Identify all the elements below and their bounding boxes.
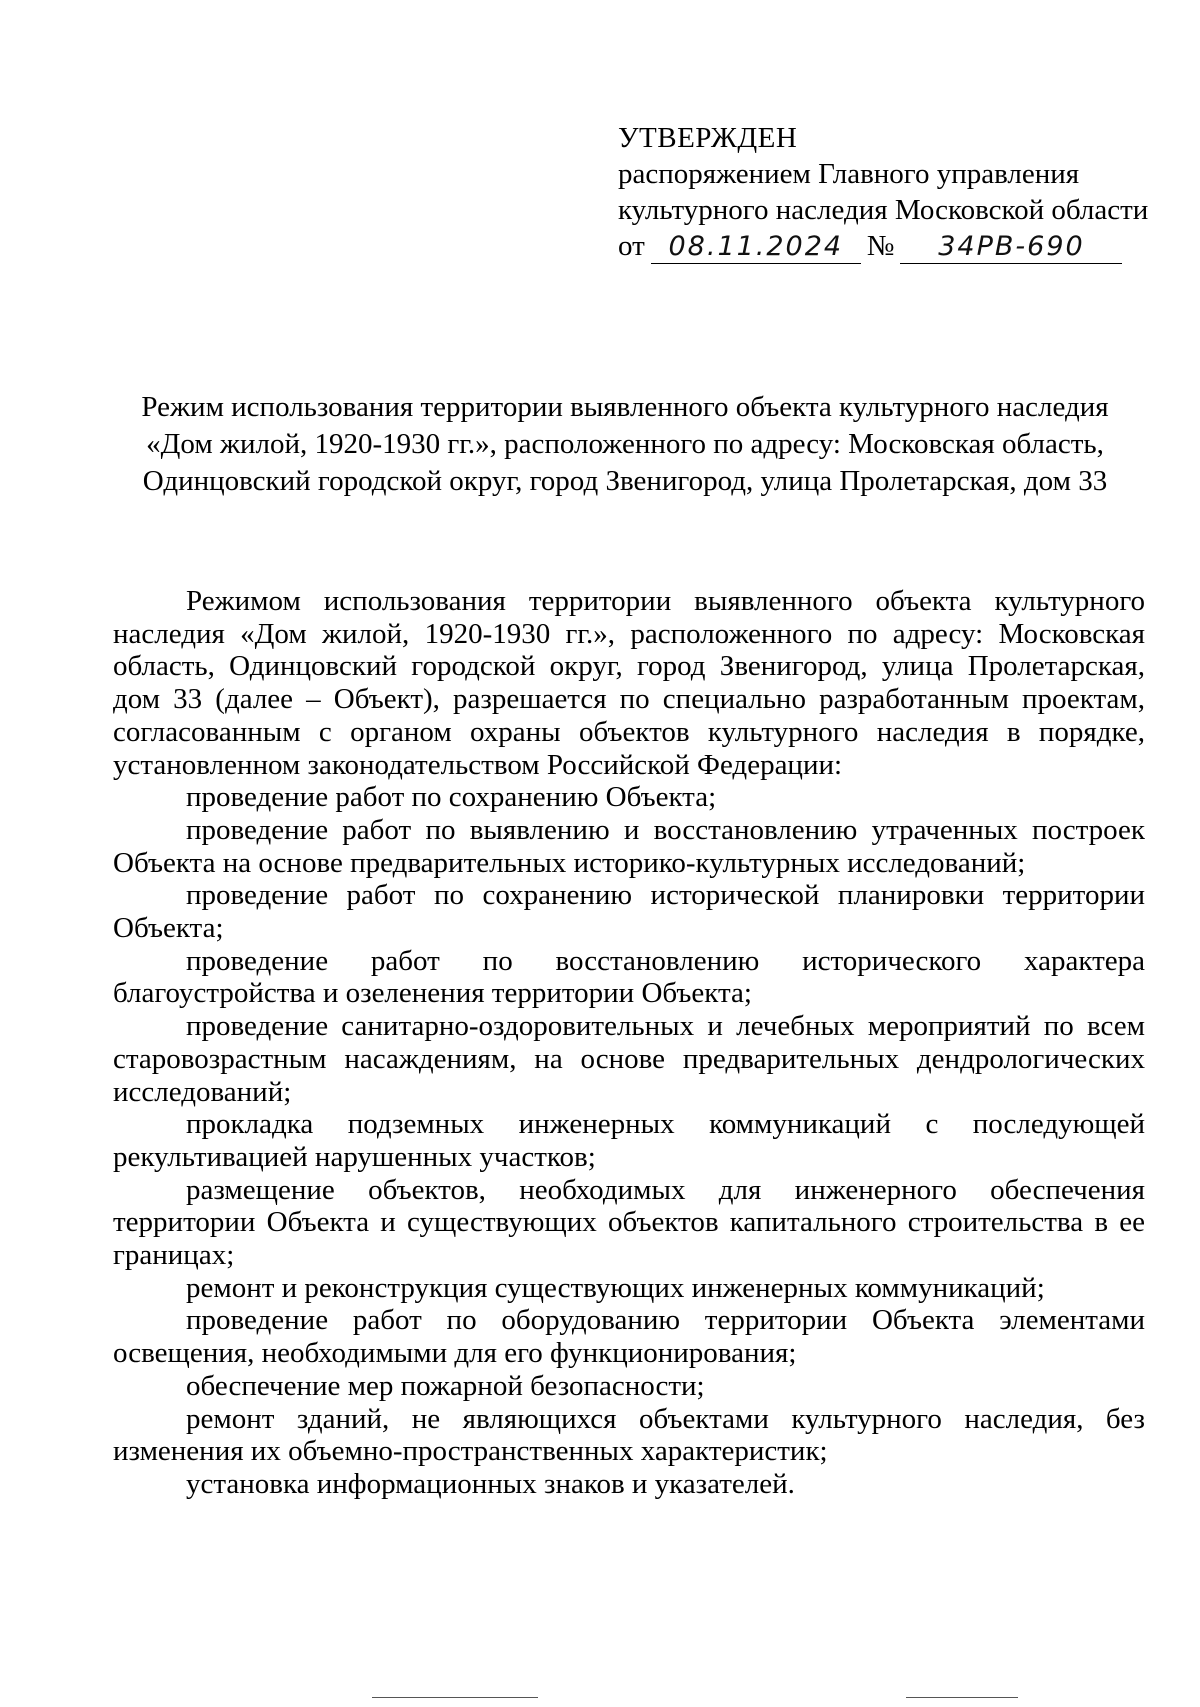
list-item: установка информационных знаков и указателей.	[186, 1467, 795, 1500]
title-line-1: Режим использования территории выявленного объекта культурного наследия	[141, 391, 1109, 423]
list-item: проведение работ по сохранению исторической планировки территории Объекта;	[113, 879, 1145, 945]
handwritten-date: 08.11.2024	[651, 233, 861, 264]
list-item: прокладка подземных инженерных коммуникаций с последующей рекультивацией нарушенных участков;	[113, 1108, 1145, 1173]
footer-divider-right	[906, 1697, 1018, 1698]
list-item: проведение работ по выявлению и восстановлению утраченных построек Объекта на основе предварительных историко-культурных исследований;	[113, 813, 1145, 879]
list-item: проведение работ по оборудованию территории Объекта элементами освещения, необходимыми для его функционирования;	[113, 1304, 1145, 1370]
from-label: от	[618, 230, 645, 262]
list-item: обеспечение мер пожарной безопасности;	[186, 1369, 705, 1402]
title-line-2: «Дом жилой, 1920-1930 гг.», расположенного по адресу: Московская область,	[146, 428, 1104, 460]
approval-date-number-row	[618, 228, 1138, 264]
document-title	[110, 389, 1140, 500]
list-item: проведение санитарно-оздоровительных и лечебных мероприятий по всем старовозрастным насаждениям, на основе предварительных дендрологических исследований;	[113, 1010, 1145, 1108]
approval-block	[618, 120, 1149, 264]
list-item: ремонт зданий, не являющихся объектами культурного наследия, без изменения их объемно-пространственных характеристик;	[113, 1402, 1145, 1468]
list-item: проведение работ по сохранению Объекта;	[186, 781, 717, 814]
number-label: №	[866, 230, 895, 262]
footer-divider-left	[372, 1697, 538, 1698]
list-item: ремонт и реконструкция существующих инженерных коммуникаций;	[186, 1271, 1045, 1304]
approval-line-1: распоряжением Главного управления	[618, 158, 1080, 190]
approval-line-2: культурного наследия Московской области	[618, 194, 1149, 226]
document-body	[113, 585, 1145, 1501]
list-item: проведение работ по восстановлению исторического характера благоустройства и озеленения территории Объекта;	[113, 944, 1145, 1010]
title-line-3: Одинцовский городской округ, город Звенигород, улица Пролетарская, дом 33	[142, 465, 1108, 497]
approval-stamp: УТВЕРЖДЕН	[618, 122, 798, 154]
intro-paragraph: Режимом использования территории выявленного объекта культурного наследия «Дом жилой, 1920-1930 гг.», расположенного по адресу: Московская область, Одинцовский городской округ, город Звенигород, улица Пролетарская, дом 33 (далее – Объект), разрешается по специально разработанным проектам, согласованным с органом охраны объектов культурного наследия в порядке, установленном законодательством Российской Федерации:	[113, 585, 1145, 781]
list-item: размещение объектов, необходимых для инженерного обеспечения территории Объекта и существующих объектов капитального строительства в ее границах;	[113, 1173, 1145, 1272]
handwritten-number: 34РВ-690	[900, 233, 1122, 264]
